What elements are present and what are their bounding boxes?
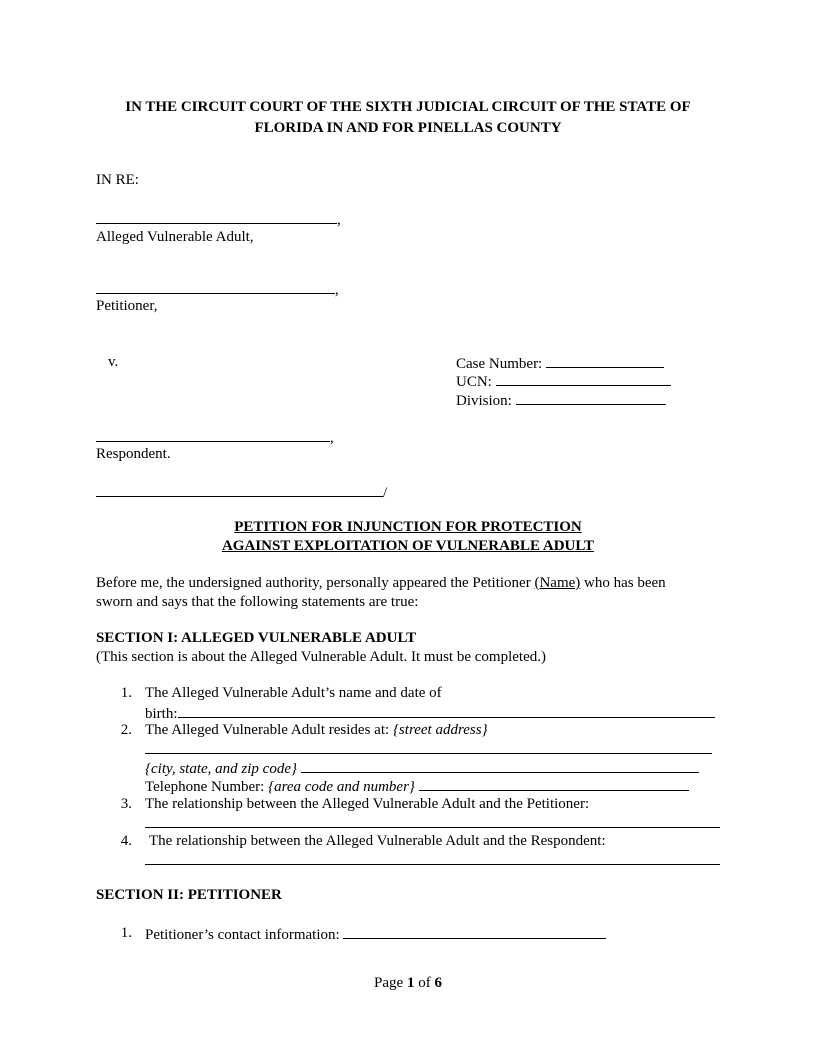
court-header-line2: FLORIDA IN AND FOR PINELLAS COUNTY xyxy=(254,120,562,136)
telephone-field[interactable] xyxy=(419,776,689,791)
case-number-field[interactable] xyxy=(546,353,664,368)
petitioner-label: Petitioner, xyxy=(96,298,158,314)
petitioner-blank[interactable]: , xyxy=(96,279,339,299)
section2-heading: SECTION II: PETITIONER xyxy=(96,887,282,903)
petitioner-contact-field[interactable] xyxy=(343,924,606,939)
phone-hint: {area code and number} xyxy=(268,779,415,795)
section2-item1-number: 1. xyxy=(120,925,132,941)
page-indicator: Page 1 of 6 xyxy=(374,975,442,991)
petitioner-relationship-field[interactable] xyxy=(145,827,720,828)
page-total: 6 xyxy=(434,975,442,991)
telephone-row: Telephone Number: {area code and number} xyxy=(145,776,689,796)
item3-text: The relationship between the Alleged Vulnerable Adult and the Petitioner: xyxy=(145,796,590,812)
intro-line1: Before me, the undersigned authority, personally appeared the Petitioner (Name) who has been xyxy=(96,575,666,591)
item4-text: The relationship between the Alleged Vulnerable Adult and the Respondent: xyxy=(149,833,606,849)
ucn-field[interactable] xyxy=(496,371,671,386)
case-number-row xyxy=(456,353,664,373)
in-re-label: IN RE: xyxy=(96,172,139,188)
alleged-adult-label: Alleged Vulnerable Adult, xyxy=(96,229,254,245)
petition-title-line2: AGAINST EXPLOITATION OF VULNERABLE ADULT xyxy=(221,538,595,554)
versus-label: v. xyxy=(108,354,119,370)
respondent-blank[interactable]: , xyxy=(96,427,334,447)
intro-line2: sworn and says that the following statements are true: xyxy=(96,594,419,610)
respondent-label: Respondent. xyxy=(96,446,171,462)
alleged-adult-blank[interactable]: , xyxy=(96,209,341,229)
court-header-line1: IN THE CIRCUIT COURT OF THE SIXTH JUDICIAL CIRCUIT OF THE STATE OF xyxy=(125,99,691,115)
caption-closing-line: / xyxy=(96,482,387,502)
petition-title-line1: PETITION FOR INJUNCTION FOR PROTECTION xyxy=(234,519,582,535)
item1-text: The Alleged Vulnerable Adult’s name and date of xyxy=(145,685,442,701)
city-hint: {city, state, and zip code} xyxy=(145,761,297,777)
item1-number: 1. xyxy=(120,685,132,701)
item2-text: The Alleged Vulnerable Adult resides at: {street address} xyxy=(145,722,488,738)
item1-birth-row: birth: xyxy=(145,703,715,723)
ucn-label: UCN: xyxy=(456,374,492,390)
city-row xyxy=(145,758,699,778)
item4-number: 4. xyxy=(120,833,132,849)
name-dob-field[interactable] xyxy=(178,703,715,718)
item2-number: 2. xyxy=(120,722,132,738)
division-field[interactable] xyxy=(516,390,666,405)
ucn-row xyxy=(456,371,671,391)
section1-note: (This section is about the Alleged Vulnerable Adult. It must be completed.) xyxy=(96,649,546,665)
division-label: Division: xyxy=(456,393,512,409)
item3-number: 3. xyxy=(120,796,132,812)
respondent-relationship-field[interactable] xyxy=(145,864,720,865)
page-number: 1 xyxy=(406,975,415,991)
city-state-zip-field[interactable] xyxy=(301,758,699,773)
division-row xyxy=(456,390,666,410)
petitioner-contact-row: Petitioner’s contact information: xyxy=(145,924,606,944)
section1-heading: SECTION I: ALLEGED VULNERABLE ADULT xyxy=(96,630,417,646)
street-address-field[interactable] xyxy=(145,753,712,754)
case-number-label: Case Number: xyxy=(456,356,543,372)
street-address-hint: {street address} xyxy=(392,722,488,738)
name-placeholder: (Name) xyxy=(534,575,581,591)
